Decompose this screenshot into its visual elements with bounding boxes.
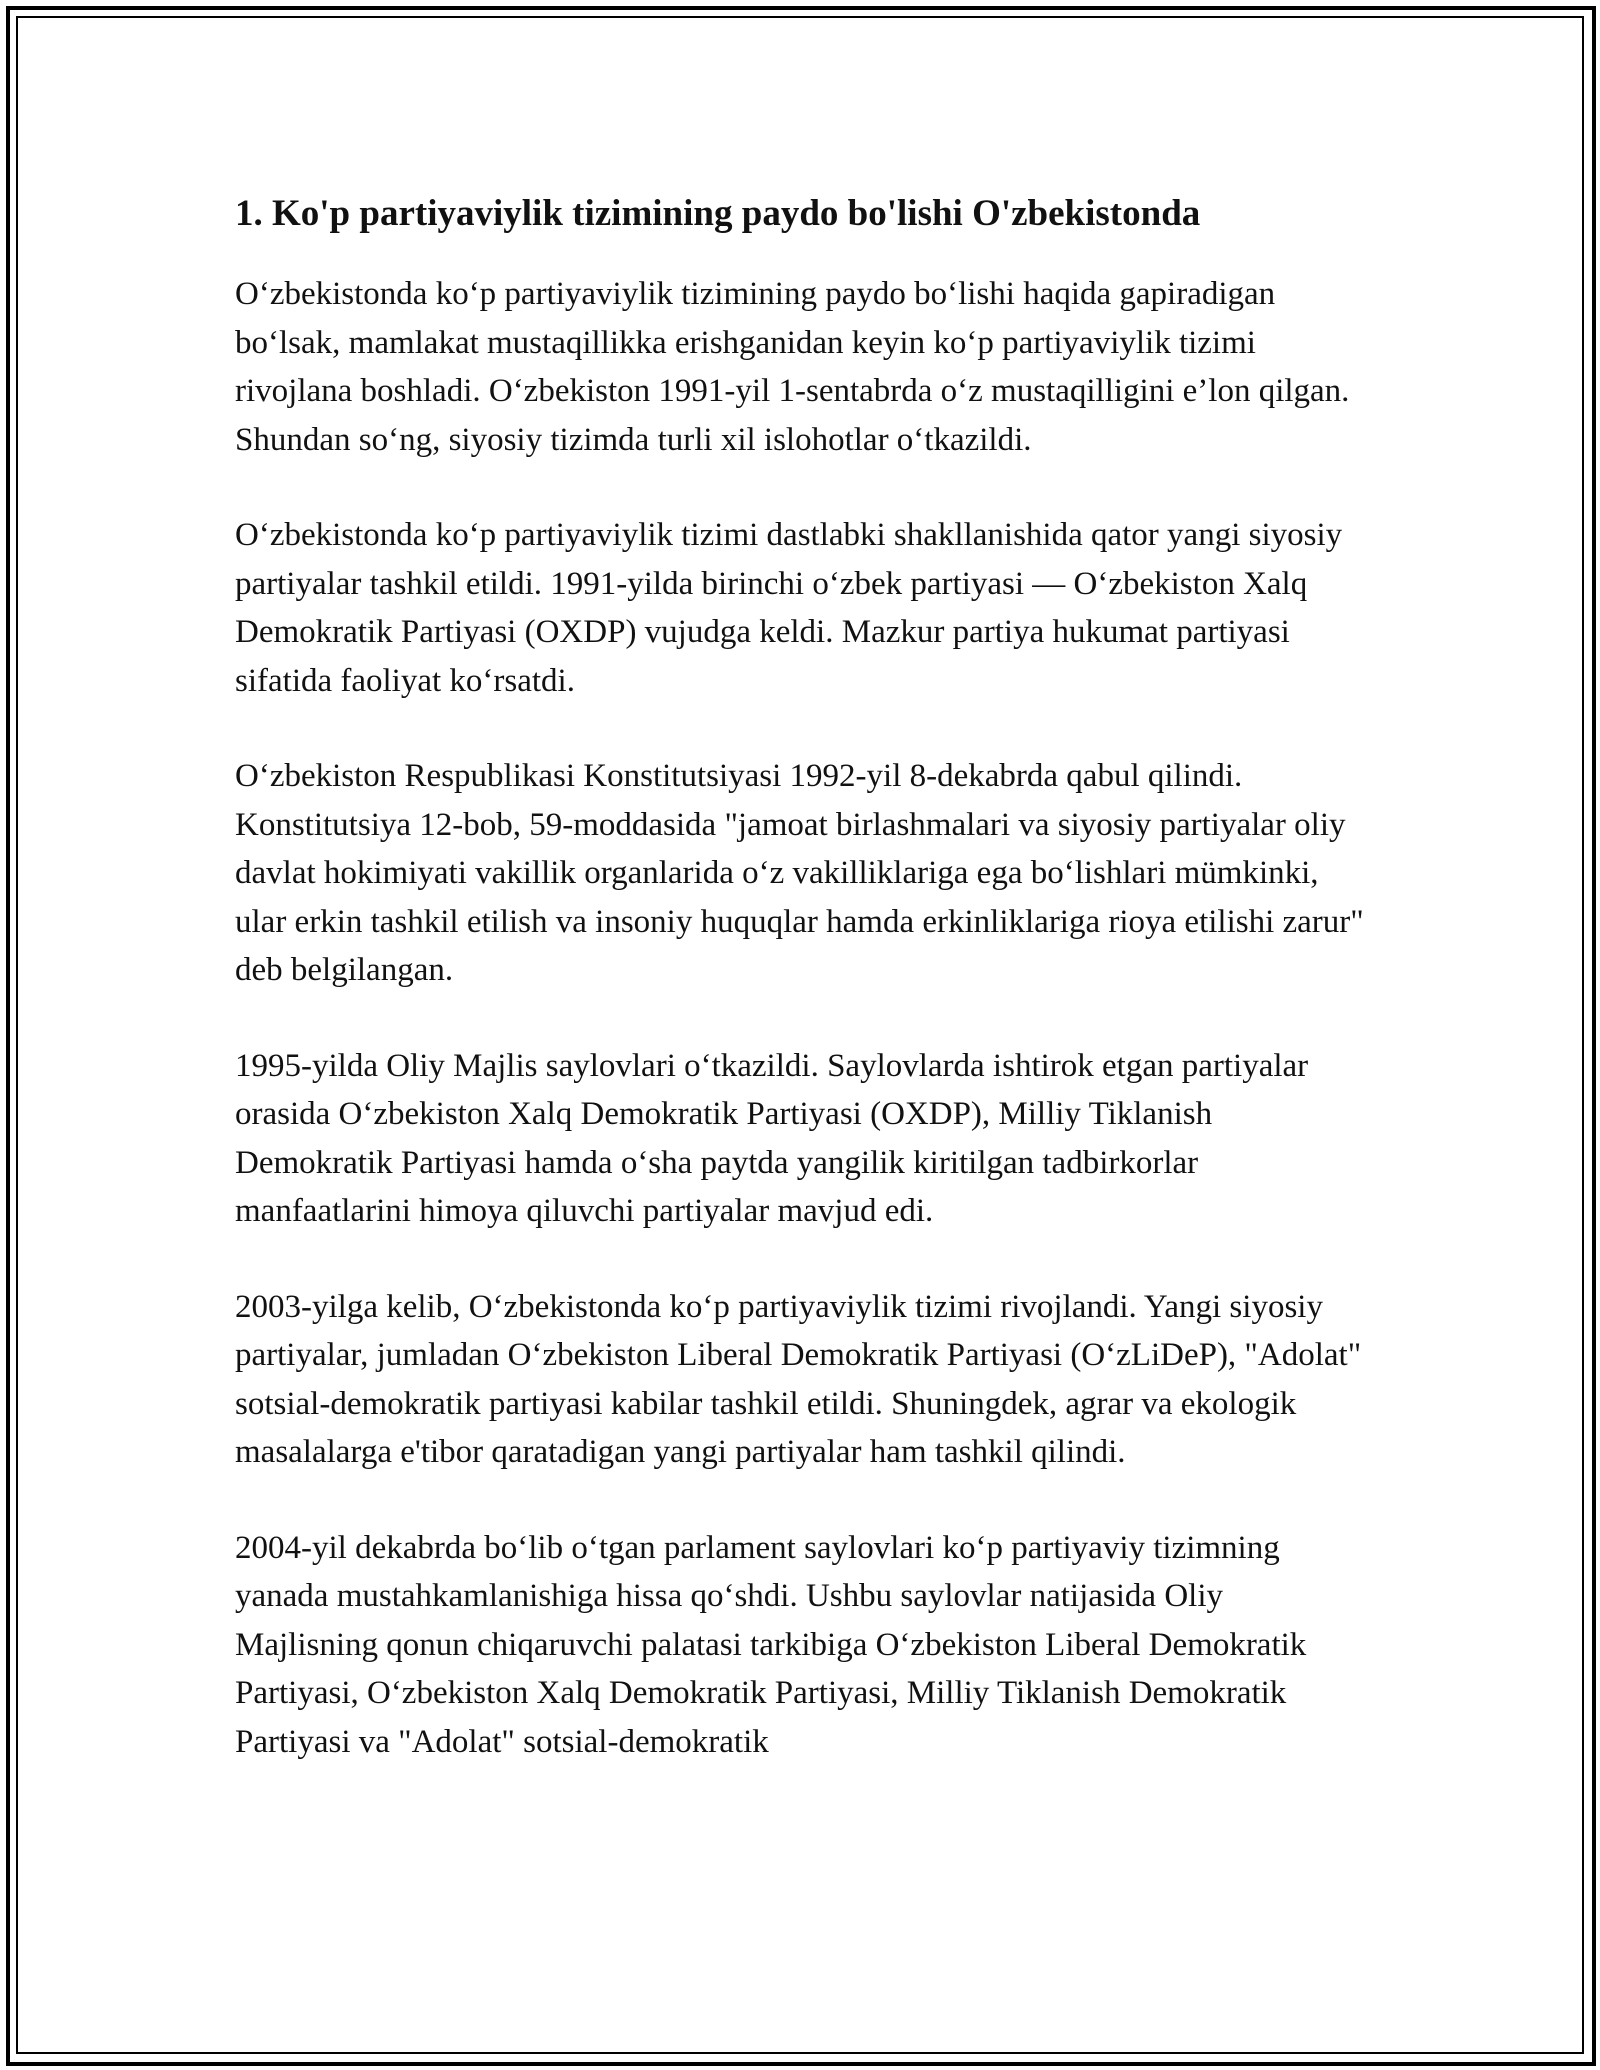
paragraph: O‘zbekiston Respublikasi Konstitutsiyasi 1992-yil 8-dekabrda qabul qilindi. Konstitutsiya 12-bob, 59-moddasida "jamoat birlashmalari va siyosiy partiyalar oliy davlat hokimiyati vakillik organlarida o‘z vakilliklariga ega bo‘lishlari mümkinki, ular erkin tashkil etilish va insoniy huquqlar hamda erkinliklariga rioya etilishi zarur" deb belgilangan. [235, 758, 1364, 988]
paragraph: O‘zbekistonda ko‘p partiyaviylik tizimining paydo bo‘lishi haqida gapiradigan bo‘lsak, mamlakat mustaqillikka erishganidan keyin ko‘p partiyaviylik tizimi rivojlana boshladi. O‘zbekiston 1991-yil 1-sentabrda o‘z mustaqilligini e’lon qilgan. Shundan so‘ng, siyosiy tizimda turli xil islohotlar o‘tkazildi. [235, 276, 1350, 458]
document-title: 1. Ko'p partiyaviylik tizimining paydo bo'lishi O'zbekistonda [235, 193, 1201, 234]
paragraph: O‘zbekistonda ko‘p partiyaviylik tizimi dastlabki shakllanishida qator yangi siyosiy partiyalar tashkil etildi. 1991-yilda birinchi o‘zbek partiyasi — O‘zbekiston Xalq Demokratik Partiyasi (OXDP) vujudga keldi. Mazkur partiya hukumat partiyasi sifatida faoliyat ko‘rsatdi. [235, 517, 1343, 699]
paragraph: 2004-yil dekabrda bo‘lib o‘tgan parlament saylovlari ko‘p partiyaviy tizimning yanada mustahkamlanishiga hissa qo‘shdi. Ushbu saylovlar natijasida Oliy Majlisning qonun chiqaruvchi palatasi tarkibiga O‘zbekiston Liberal Demokratik Partiyasi, O‘zbekiston Xalq Demokratik Partiyasi, Milliy Tiklanish Demokratik Partiyasi va "Adolat" sotsial-demokratik [235, 1529, 1307, 1760]
paragraph: 2003-yilga kelib, O‘zbekistonda ko‘p partiyaviylik tizimi rivojlandi. Yangi siyosiy partiyalar, jumladan O‘zbekiston Liberal Demokratik Partiyasi (O‘zLiDeP), "Adolat" sotsial-demokratik partiyasi kabilar tashkil etildi. Shuningdek, agrar va ekologik masalalarga e'tibor qaratadigan yangi partiyalar ham tashkil qilindi. [235, 1288, 1362, 1470]
paragraph: 1995-yilda Oliy Majlis saylovlari o‘tkazildi. Saylovlarda ishtirok etgan partiyalar orasida O‘zbekiston Xalq Demokratik Partiyasi (OXDP), Milliy Tiklanish Demokratik Partiyasi hamda o‘sha paytda yangilik kiritilgan tadbirkorlar manfaatlarini himoya qiluvchi partiyalar mavjud edi. [235, 1047, 1309, 1229]
document-body [235, 188, 1365, 1813]
